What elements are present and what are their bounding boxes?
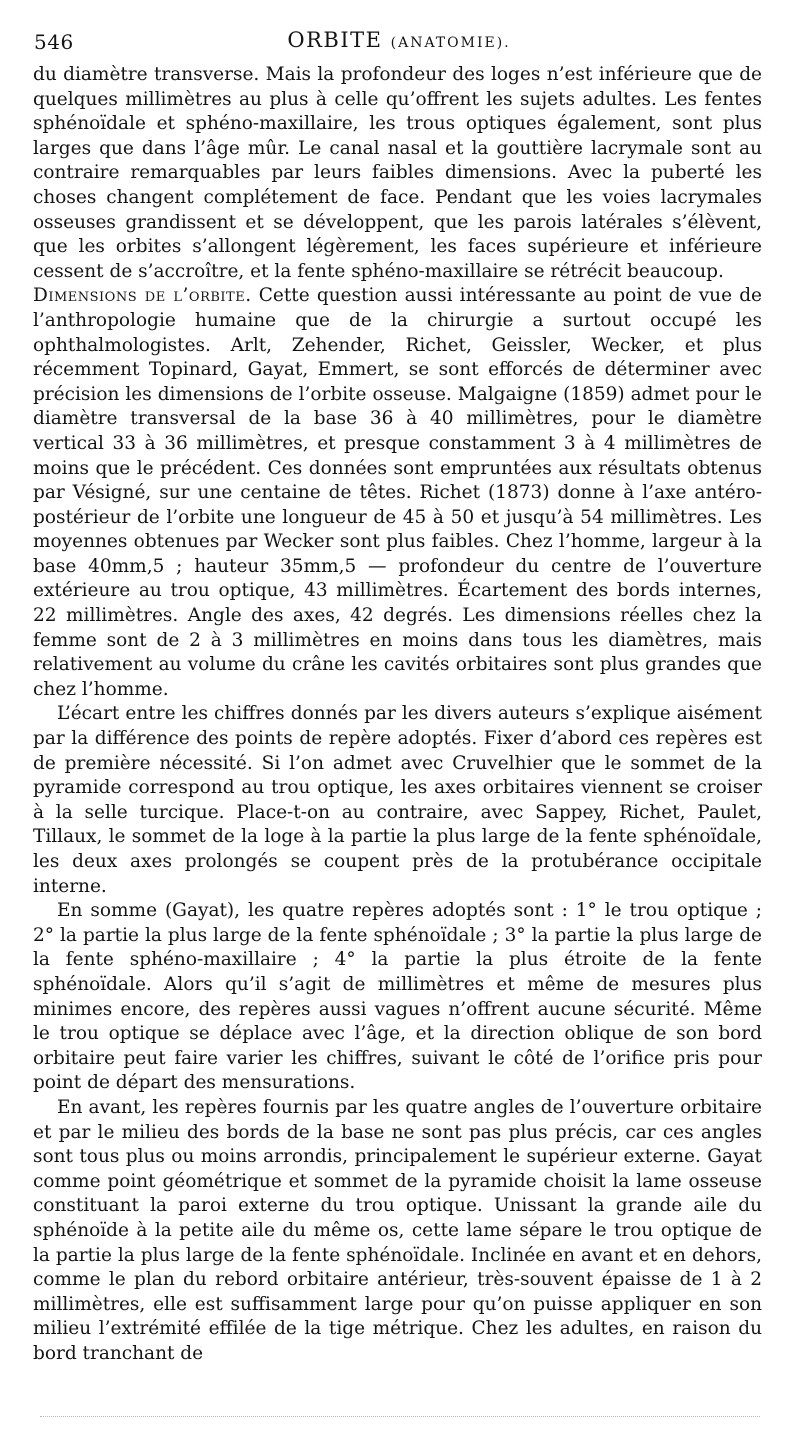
section-lead: Dimensions de l’orbite. [33,285,252,307]
page-bottom-divider [40,1416,760,1419]
paragraph-text: En avant, les repères fournis par les quatre angles de l’ouverture orbitaire et par le milieu des bords de la base ne sont pas plus précis, car ces angles sont tous plus ou moins arrondis, principalement le supérieur externe. Gayat comme point géométrique et sommet de la pyramide choisit la lame osseuse constituant la paroi externe du trou optique. Unissant la grande aile du sphénoïde à la petite aile du même os, cette lame sépare le trou optique de la partie la plus large de la fente sphénoïdale. Inclinée en avant et en dehors, comme le plan du rebord orbitaire antérieur, très-souvent épaisse de 1 à 2 millimètres, elle est suffisamment large pour qu’on puisse appliquer en son milieu l’extrémité effilée de la tige métrique. Chez les adultes, en raison du bord tranchant de [33,1096,762,1364]
running-head [34,28,764,52]
paragraph [33,899,762,1096]
page-header [34,26,764,60]
running-subtitle: (ANATOMIE). [390,35,511,51]
paragraph [33,702,762,899]
page-number: 546 [34,30,74,54]
paragraph [33,284,762,702]
paragraph [33,1096,762,1367]
paragraph-text: En somme (Gayat), les quatre repères adoptés sont : 1° le trou optique ; 2° la partie la plus large de la fente sphénoïdale ; 3° la partie la plus large de la fente sphéno-maxillaire ; 4° la partie la plus étroite de la fente sphénoïdale. Alors qu’il s’agit de millimètres et même de mesures plus minimes encore, des repères aussi vagues n’offrent aucune sécurité. Même le trou optique se déplace avec l’âge, et la direction oblique de son bord orbitaire peut faire varier les chiffres, suivant le côté de l’orifice pris pour point de départ des mensurations. [33,900,762,1094]
page-body [33,63,762,1366]
paragraph-text: Cette question aussi intéressante au point de vue de l’anthropologie humaine que de la chirurgie a surtout occupé les ophthalmologistes. Arlt, Zehender, Richet, Geissler, Wecker, et plus récemment Topinard, Gayat, Emmert, se sont efforcés de déterminer avec précision les dimensions de l’orbite osseuse. Malgaigne (1859) admet pour le diamètre transversal de la base 36 à 40 millimètres, pour le diamètre vertical 33 à 36 millimètres, et presque constamment 3 à 4 millimètres de moins que le précédent. Ces données sont empruntées aux résultats obtenus par Vésigné, sur une centaine de têtes. Richet (1873) donne à l’axe antéro-postérieur de l’orbite une longueur de 45 à 50 et jusqu’à 54 millimètres. Les moyennes obtenues par Wecker sont plus faibles. Chez l’homme, largeur à la base 40mm,5 ; hauteur 35mm,5 — profondeur du centre de l’ouverture extérieure au trou optique, 43 millimètres. Écartement des bords internes, 22 millimètres. Angle des axes, 42 degrés. Les dimensions réelles chez la femme sont de 2 à 3 millimètres en moins dans tous les diamètres, mais relativement au volume du crâne les cavités orbitaires sont plus grandes que chez l’homme. [33,285,762,700]
paragraph-text: du diamètre transverse. Mais la profondeur des loges n’est inférieure que de quelques millimètres au plus à celle qu’offrent les sujets adultes. Les fentes sphénoïdale et sphéno-maxillaire, les trous optiques également, sont plus larges que dans l’âge mûr. Le canal nasal et la gouttière lacrymale sont au contraire remarquables par leurs faibles dimensions. Avec la puberté les choses changent complétement de face. Pendant que les voies lacrymales osseuses grandissent et se développent, que les parois latérales s’élèvent, que les orbites s’allongent légèrement, les faces supérieure et inférieure cessent de s’accroître, et la fente sphéno-maxillaire se rétrécit beaucoup. [33,64,762,282]
running-title: ORBITE [287,28,383,52]
paragraph [33,63,762,284]
paragraph-text: L’écart entre les chiffres donnés par les divers auteurs s’explique aisément par la différence des points de repère adoptés. Fixer d’abord ces repères est de première nécessité. Si l’on admet avec Cruvelhier que le sommet de la pyramide correspond au trou optique, les axes orbitaires viennent se croiser à la selle turcique. Place-t-on au contraire, avec Sappey, Richet, Paulet, Tillaux, le sommet de la loge à la partie la plus large de la fente sphénoïdale, les deux axes prolongés se coupent près de la protubérance occipitale interne. [33,703,762,897]
